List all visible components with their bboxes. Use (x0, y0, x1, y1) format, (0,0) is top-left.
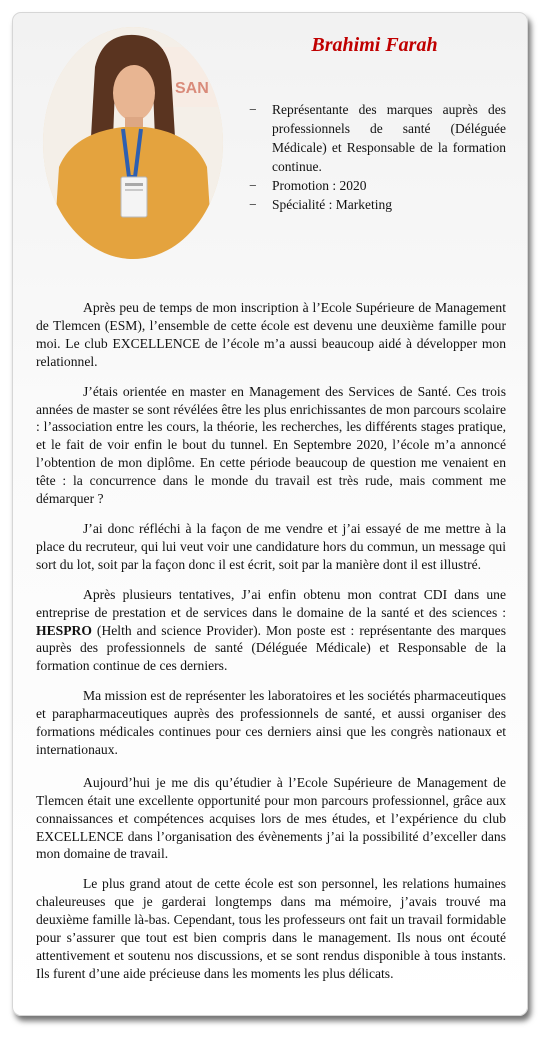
profile-photo (43, 27, 223, 259)
svg-text:SAN: SAN (175, 80, 209, 97)
dash-bullet-icon: − (249, 197, 257, 212)
paragraph: Le plus grand atout de cette école est son personnel, les relations humaines chaleureuses que je garderai longtemps dans ma mémoire, j’avais trouvé ma deuxième famille là-bas. Cependant, tous les professeurs ont fait un travail formidable pour s’assurer que tout est bien compris dans le management. Ils nous ont écouté attentivement et soutenu nos discussions, et se sont rendus disponible à tous instants. Ils furent d’une aide précieuse dans les moments les plus délicats. (36, 876, 506, 981)
detail-promotion (244, 176, 506, 195)
detail-role (244, 100, 506, 176)
paragraph: J’ai donc réfléchi à la façon de me vendre et j’ai essayé de me mettre à la place du recruteur, qui lui veut voir une candidature hors du commun, un message qui sort du lot, soit par la façon donc il est écrit, soit par la manière dont il est illustré. (36, 520, 506, 572)
detail-text: Représentante des marques auprès des professionnels de santé (Déléguée Médicale) et Responsable de la formation continue. (272, 102, 506, 174)
dash-bullet-icon: − (249, 102, 257, 117)
detail-text: Spécialité : Marketing (272, 197, 392, 212)
paragraph: J’étais orientée en master en Management des Services de Santé. Ces trois années de master se sont révélées être les plus enrichissantes de mon parcours scolaire : l’association entre les cours, la théorie, les recherches, les différents stages pratique, et le fait de voir enfin le bout du tunnel. En Septembre 2020, l’école m’a annoncé l’obtention de mon diplôme. En cette période beaucoup de question me venaient en tête : la concurrence dans le monde du travail est très rude, mais comment me démarquer ? (36, 383, 506, 507)
person-name: Brahimi Farah (311, 34, 438, 56)
dash-bullet-icon: − (249, 178, 257, 193)
paragraph-text: Après plusieurs tentatives, J’ai enfin obtenu mon contrat CDI dans une entreprise de prestation et de services dans le domaine de la santé et des sciences : (36, 586, 506, 620)
portrait-illustration (43, 27, 223, 259)
detail-text: Promotion : 2020 (272, 178, 367, 193)
paragraph: Aujourd’hui je me dis qu’étudier à l’Ecole Supérieure de Management de Tlemcen était une excellente opportunité pour mon parcours professionnel, grâce aux connaissances et compétences acquises lors de mes études, et l’expérience du club EXCELLENCE dans l’organisation des évènements j’ai la possibilité d’exceller dans mon domaine de travail. (36, 774, 506, 862)
profile-details (244, 100, 506, 214)
paragraph: Ma mission est de représenter les laboratoires et les sociétés pharmaceutiques et parapharmaceutiques auprès des professionnels de santé, et aussi organiser des formations médicales continues pour ces derniers ainsi que les congrès nationaux et internationaux. (36, 688, 506, 757)
company-name: HESPRO (36, 622, 92, 638)
paragraph: Après peu de temps de mon inscription à l’Ecole Supérieure de Management de Tlemcen (ESM), l’ensemble de cette école est devenu une deuxième famille pour moi. Le club EXCELLENCE de l’école m’a aussi beaucoup aidé à développer mon relationnel. (36, 300, 506, 369)
testimonial-body (36, 299, 506, 995)
paragraph (36, 586, 506, 676)
paragraph-text: (Helth and science Provider). Mon poste est : représentante des marques auprès des professionnels de santé (Déléguée Médicale) et Responsable de la formation continue de ces derniers. (36, 622, 506, 674)
testimonial-card (12, 12, 528, 1016)
detail-specialty (244, 195, 506, 214)
